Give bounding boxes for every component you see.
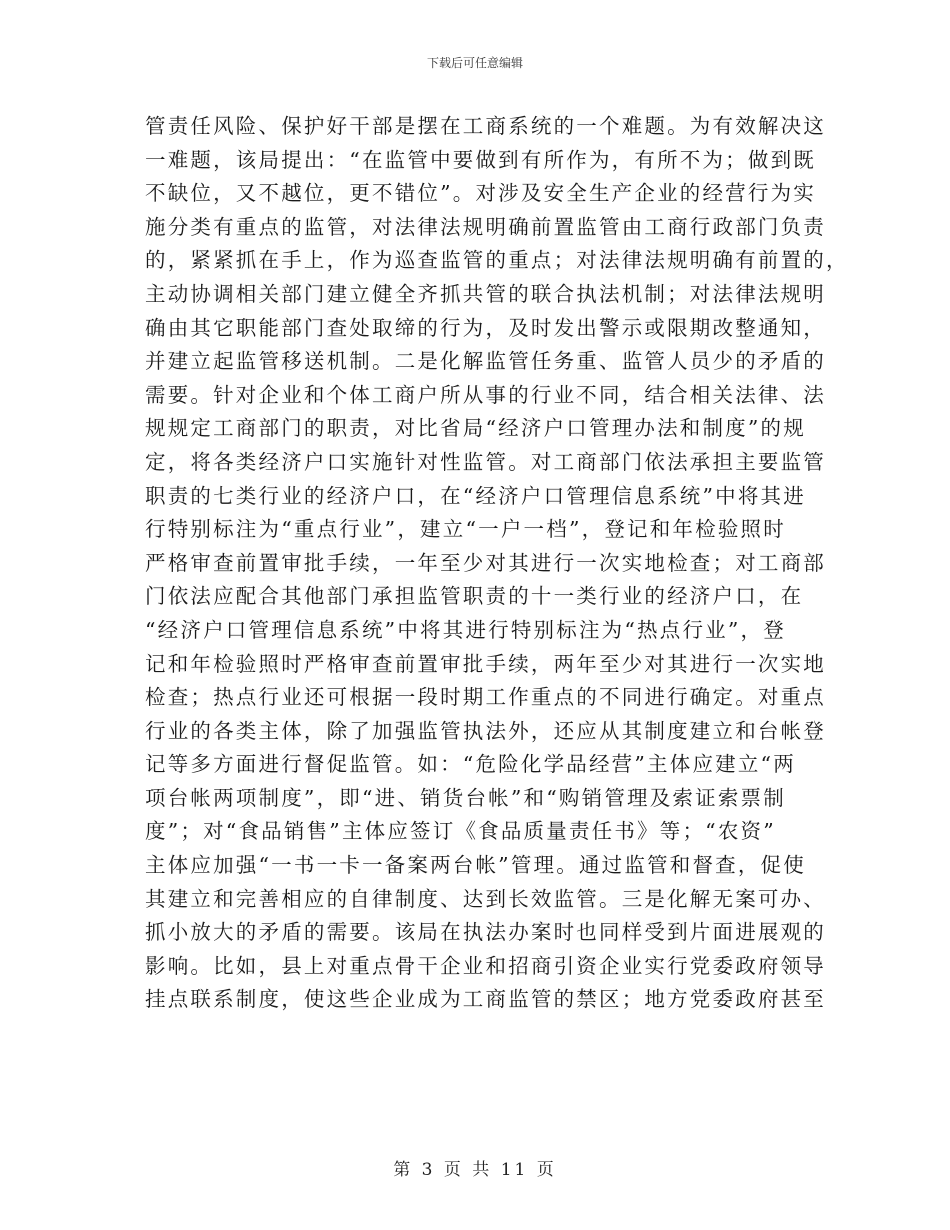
page-number-footer: 第 3 页 共 11 页 (393, 1160, 557, 1180)
text-line: 门依法应配合其他部门承担监管职责的十一类行业的经济户口，在 (145, 584, 804, 609)
text-line: 行业的各类主体，除了加强监管执法外，还应从其制度建立和台帐登 (145, 718, 826, 743)
text-line: 需要。针对企业和个体工商户所从事的行业不同，结合相关法律、法 (145, 382, 826, 407)
text-line: 不缺位，又不越位，更不错位”。对涉及安全生产企业的经营行为实 (145, 181, 816, 206)
text-line: 的，紧紧抓在手上，作为巡查监管的重点；对法律法规明确有前置的， (145, 248, 849, 273)
text-line: 主动协调相关部门建立健全齐抓共管的联合执法机制；对法律法规明 (145, 281, 826, 306)
text-line: 定，将各类经济户口实施针对性监管。对工商部门依法承担主要监管 (145, 449, 826, 474)
text-line: 主体应加强“一书一卡一备案两台帐”管理。通过监管和督查，促使 (145, 853, 806, 878)
text-line: 度”；对“食品销售”主体应签订《食品质量责任书》等；“农资” (145, 819, 776, 844)
text-line: 影响。比如，县上对重点骨干企业和招商引资企业实行党委政府领导 (145, 953, 826, 978)
text-line: “经济户口管理信息系统”中将其进行特别标注为“热点行业”，登 (145, 617, 786, 642)
text-line: 检查；热点行业还可根据一段时期工作重点的不同进行确定。对重点 (145, 685, 826, 710)
text-line: 抓小放大的矛盾的需要。该局在执法办案时也同样受到片面进展观的 (145, 920, 826, 945)
text-line: 确由其它职能部门查处取缔的行为，及时发出警示或限期改整通知， (145, 315, 826, 340)
text-line: 严格审查前置审批手续，一年至少对其进行一次实地检查；对工商部 (145, 550, 826, 575)
text-line: 记等多方面进行督促监管。如：“危险化学品经营”主体应建立“两 (145, 752, 796, 777)
document-body (145, 110, 849, 1017)
text-line: 施分类有重点的监管，对法律法规明确前置监管由工商行政部门负责 (145, 214, 826, 239)
text-line: 项台帐两项制度”，即“进、销货台帐”和“购销管理及索证索票制 (145, 785, 786, 810)
text-line: 记和年检验照时严格审查前置审批手续，两年至少对其进行一次实地 (145, 651, 826, 676)
text-line: 并建立起监管移送机制。二是化解监管任务重、监管人员少的矛盾的 (145, 349, 826, 374)
text-line: 职责的七类行业的经济户口，在“经济户口管理信息系统”中将其进 (145, 483, 806, 508)
text-line: 管责任风险、保护好干部是摆在工商系统的一个难题。为有效解决这 (145, 114, 826, 138)
text-line: 行特别标注为“重点行业”，建立“一户一档”，登记和年检验照时 (145, 517, 786, 542)
text-line: 规规定工商部门的职责，对比省局“经济户口管理办法和制度”的规 (145, 416, 806, 441)
text-line: 一难题，该局提出：“在监管中要做到有所作为，有所不为；做到既 (145, 147, 816, 172)
page-header: 下载后可任意编辑 (426, 56, 523, 70)
text-line: 挂点联系制度，使这些企业成为工商监管的禁区；地方党委政府甚至 (145, 987, 826, 1012)
text-line: 其建立和完善相应的自律制度、达到长效监管。三是化解无案可办、 (145, 886, 826, 911)
